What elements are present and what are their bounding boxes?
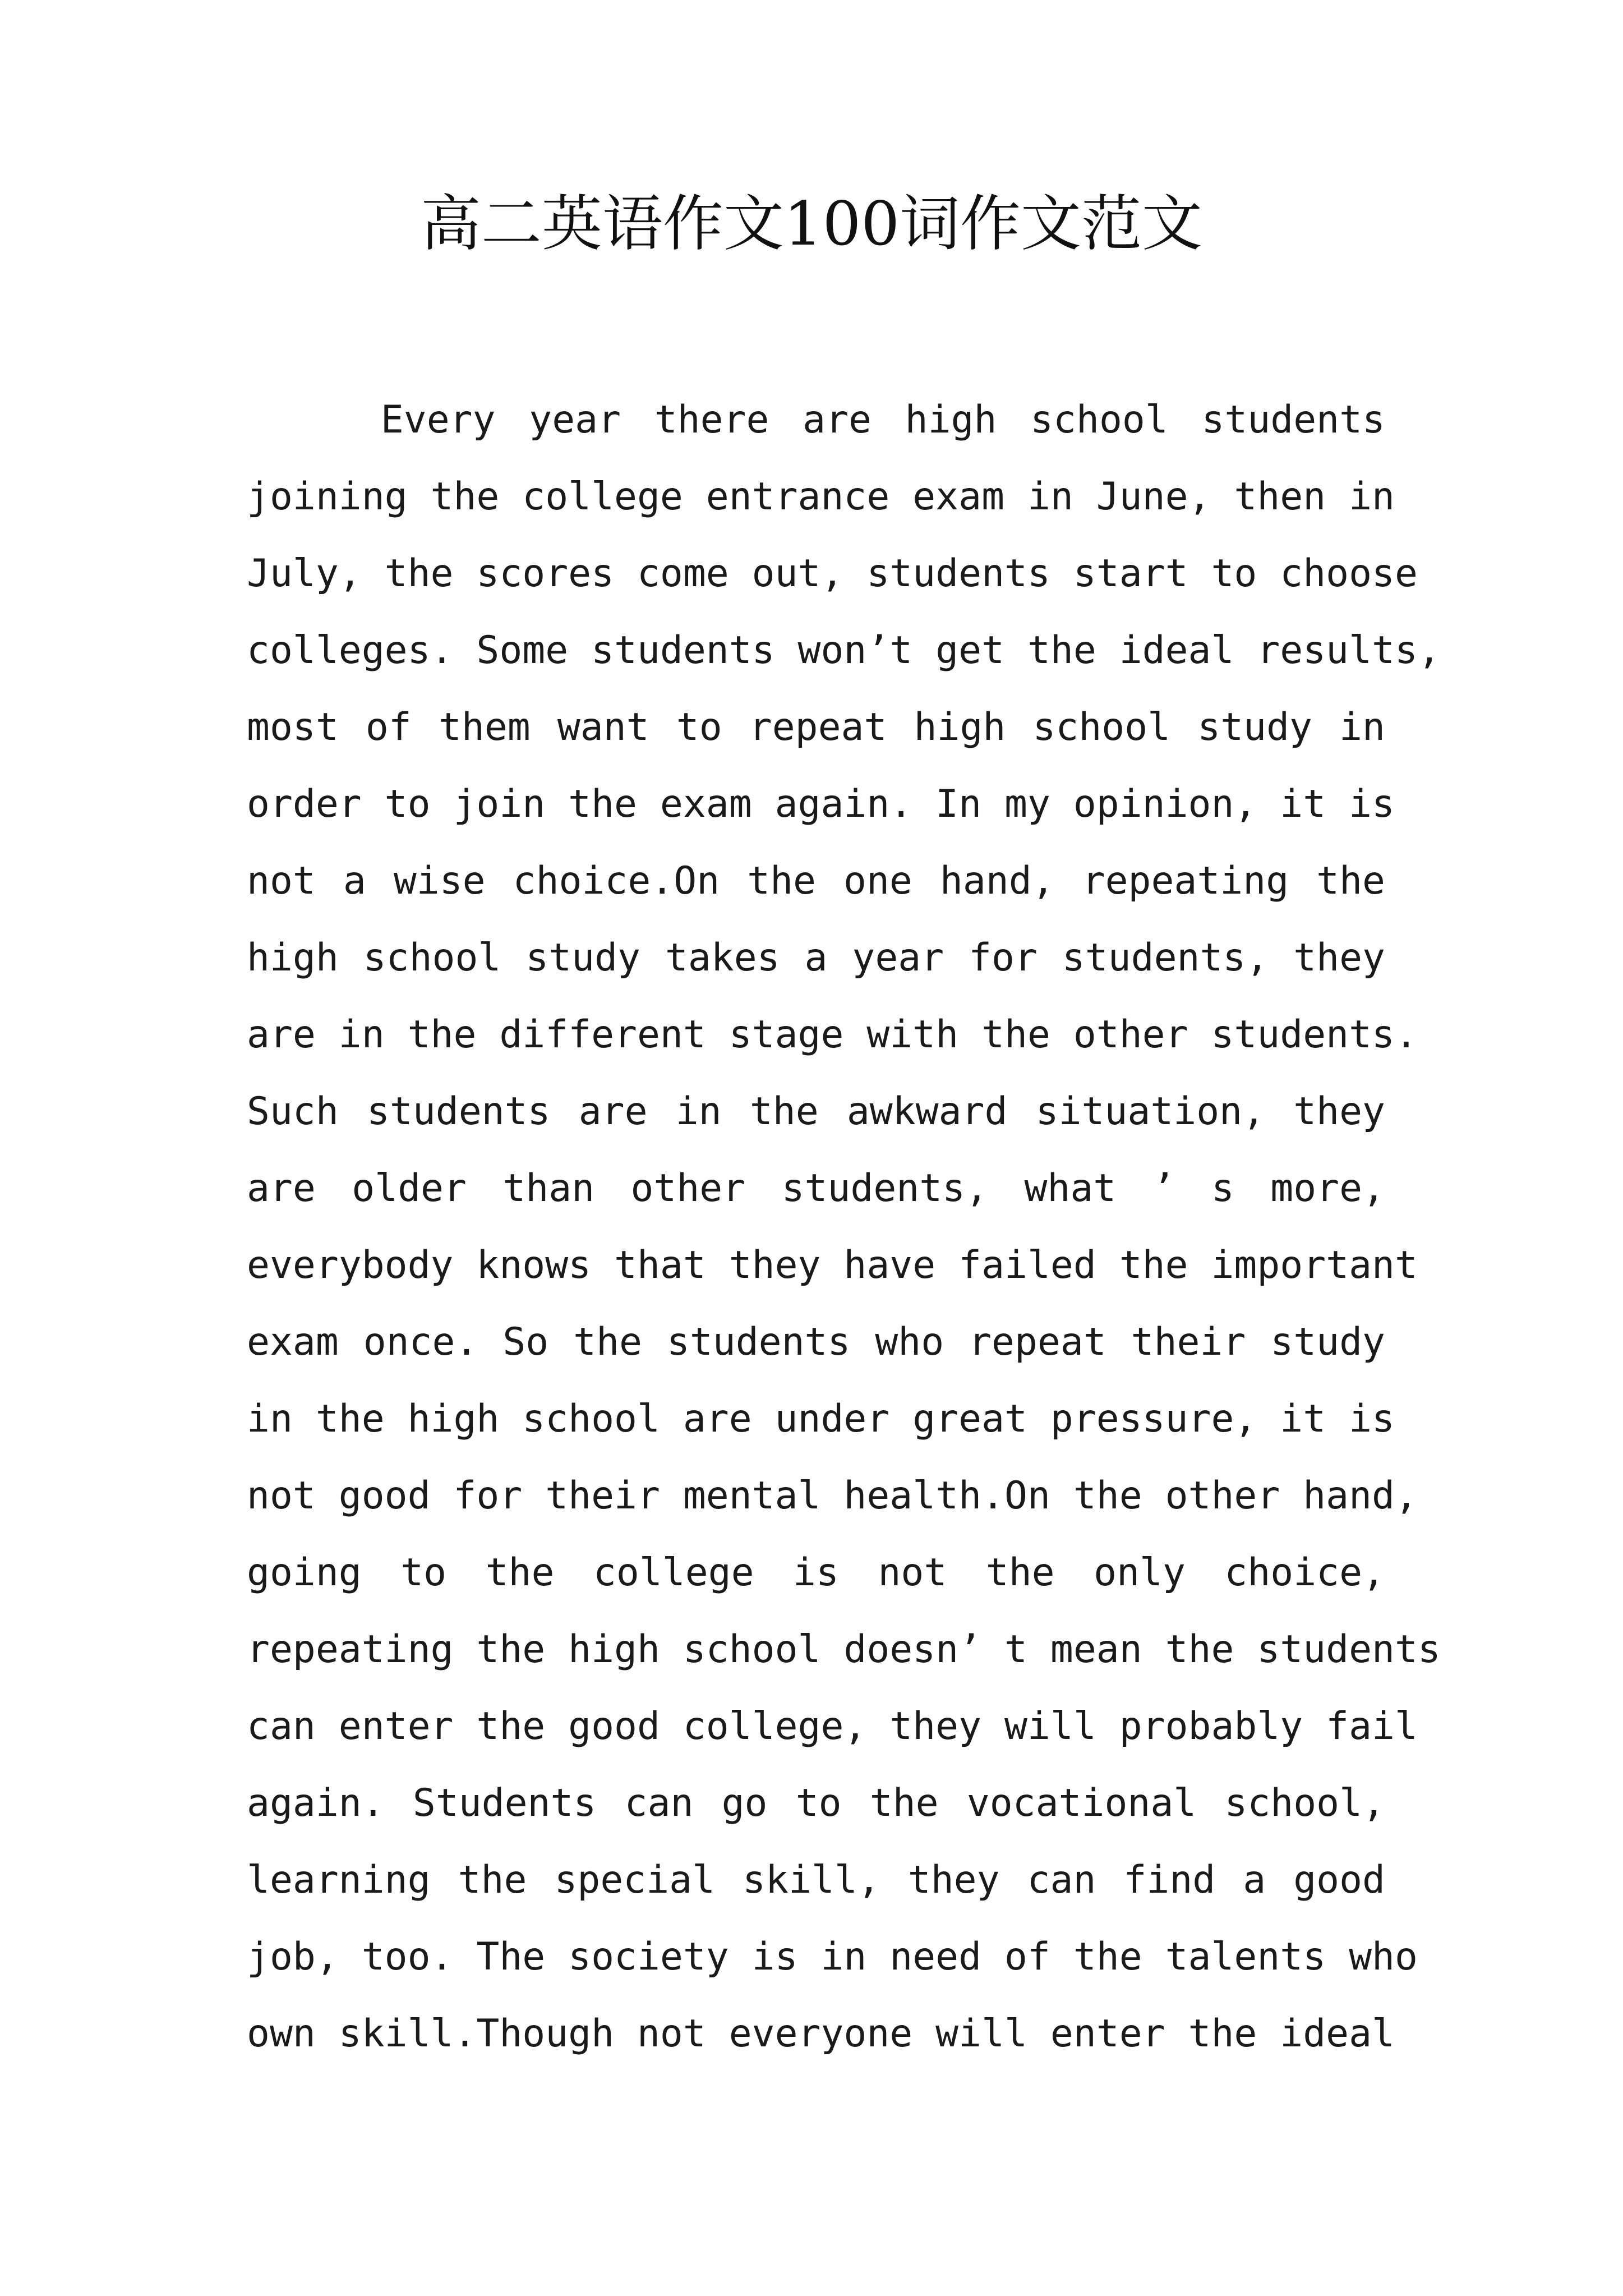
essay-line: are in the different stage with the other students. xyxy=(247,1013,1418,1057)
essay-line: most of them want to repeat high school study in xyxy=(247,705,1385,749)
essay-line: everybody knows that they have failed the important xyxy=(247,1243,1418,1287)
essay-line: Every year there are high school students xyxy=(247,398,1385,442)
document-title: 高二英语作文100词作文范文 xyxy=(420,189,1203,259)
essay-line: are older than other students, what ’ s more, xyxy=(247,1166,1385,1211)
essay-line: can enter the good college, they will probably fail xyxy=(247,1704,1418,1749)
essay-line: repeating the high school doesn’ t mean the students xyxy=(247,1627,1441,1672)
essay-line: job, too. The society is in need of the talents who xyxy=(247,1935,1418,1979)
essay-line: Such students are in the awkward situation, they xyxy=(247,1089,1385,1134)
essay-line: not good for their mental health.On the other hand, xyxy=(247,1474,1418,1518)
essay-line: not a wise choice.On the one hand, repeating the xyxy=(247,859,1385,903)
essay-line: joining the college entrance exam in June, then in xyxy=(247,475,1395,519)
essay-line: again. Students can go to the vocational school, xyxy=(247,1781,1385,1825)
essay-body xyxy=(247,381,1441,2072)
essay-line: learning the special skill, they can find a good xyxy=(247,1858,1385,1902)
essay-line: colleges. Some students won’t get the ideal results, xyxy=(247,628,1441,673)
essay-line: in the high school are under great pressure, it is xyxy=(247,1397,1395,1441)
essay-line: order to join the exam again. In my opinion, it is xyxy=(247,782,1395,826)
essay-line: going to the college is not the only choice, xyxy=(247,1550,1385,1595)
essay-line: high school study takes a year for students, they xyxy=(247,936,1385,980)
essay-line: July, the scores come out, students start to choose xyxy=(247,551,1418,596)
essay-line: own skill.Though not everyone will enter the ideal xyxy=(247,2012,1395,2056)
essay-line: exam once. So the students who repeat their study xyxy=(247,1320,1385,1364)
